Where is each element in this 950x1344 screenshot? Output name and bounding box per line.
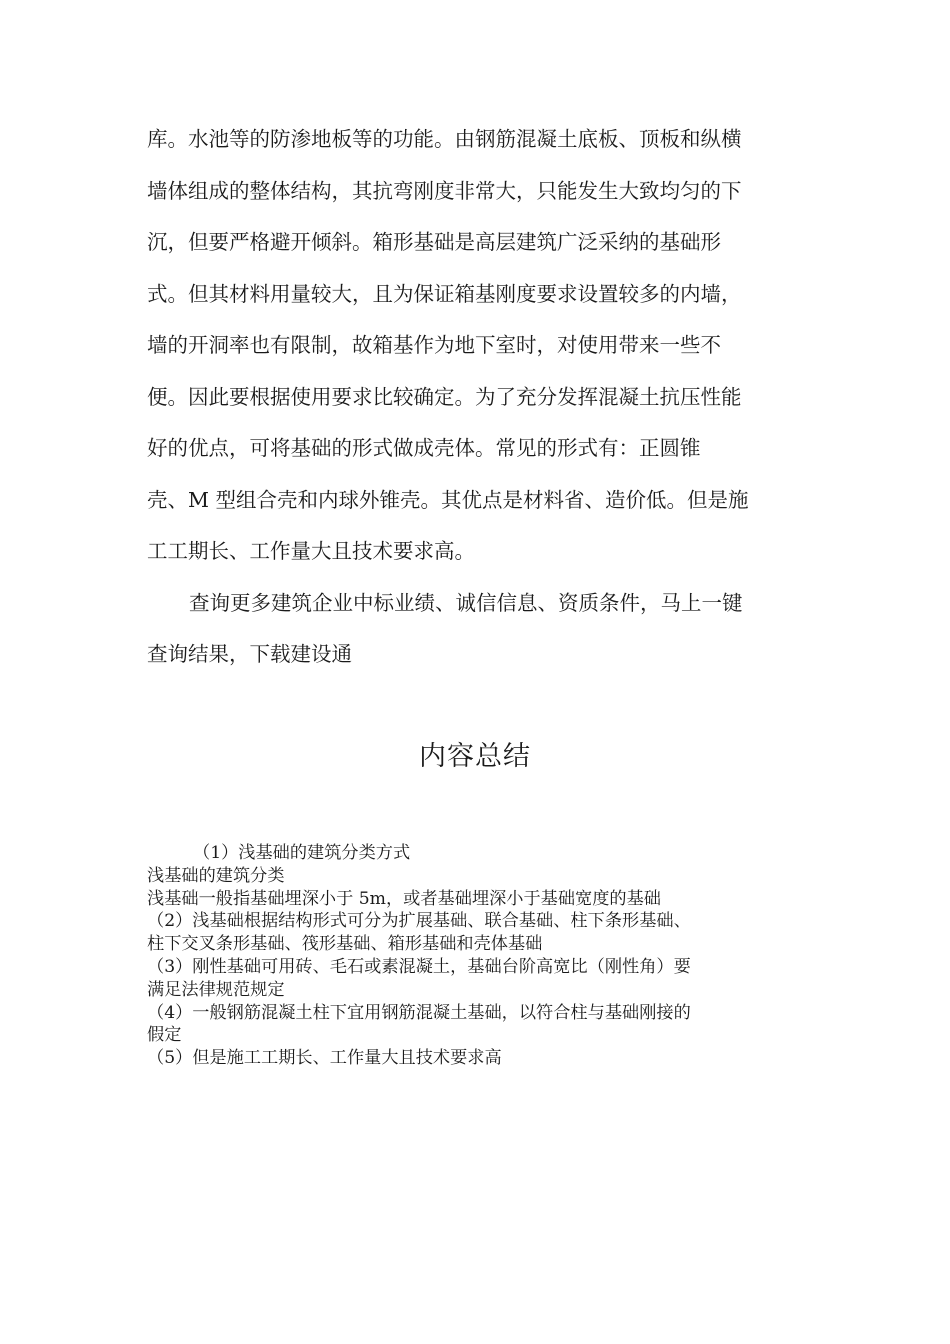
- body-line: 墙体组成的整体结构，其抗弯刚度非常大，只能发生大致均匀的下: [147, 178, 742, 203]
- summary-line: （5）但是施工工期长、工作量大且技术要求高: [147, 1048, 502, 1069]
- summary-list: [147, 842, 817, 1070]
- body-line: 沉，但要严格避开倾斜。箱形基础是高层建筑广泛采纳的基础形: [147, 230, 721, 254]
- summary-line: （3）刚性基础可用砖、毛石或素混凝土，基础台阶高宽比（刚性角）要: [147, 956, 691, 977]
- body-line: 库。水池等的防渗地板等的功能。由钢筋混凝土底板、顶板和纵横: [147, 127, 742, 151]
- summary-line: 浅基础的建筑分类: [147, 865, 285, 886]
- summary-line: 柱下交叉条形基础、筏形基础、箱形基础和壳体基础: [147, 934, 543, 955]
- summary-line: 浅基础一般指基础埋深小于 5m，或者基础埋深小于基础宽度的基础: [147, 888, 661, 909]
- promo-line: 查询结果，下载建设通: [147, 642, 352, 666]
- body-line: 式。但其材料用量较大，且为保证箱基刚度要求设置较多的内墙，: [147, 281, 742, 306]
- summary-heading: 内容总结: [419, 741, 531, 772]
- body-line: 好的优点，可将基础的形式做成壳体。常见的形式有：正圆锥: [147, 436, 701, 460]
- promo-line: 查询更多建筑企业中标业绩、诚信信息、资质条件，马上一键: [189, 590, 743, 615]
- summary-line: （4）一般钢筋混凝土柱下宜用钢筋混凝土基础，以符合柱与基础刚接的: [147, 1002, 691, 1023]
- body-line: 墙的开洞率也有限制，故箱基作为地下室时，对使用带来一些不: [147, 333, 721, 357]
- body-line: 工工期长、工作量大且技术要求高。: [147, 539, 475, 563]
- summary-line: （2）浅基础根据结构形式可分为扩展基础、联合基础、柱下条形基础、: [147, 911, 691, 932]
- body-line: 便。因此要根据使用要求比较确定。为了充分发挥混凝土抗压性能: [147, 384, 742, 409]
- summary-line: 满足法律规范规定: [147, 979, 285, 1000]
- summary-line: 假定: [147, 1025, 182, 1046]
- body-line: 壳、M 型组合壳和内球外锥壳。其优点是材料省、造价低。但是施: [147, 487, 749, 512]
- body-paragraph: [147, 114, 807, 681]
- summary-line: （1）浅基础的建筑分类方式: [193, 843, 411, 863]
